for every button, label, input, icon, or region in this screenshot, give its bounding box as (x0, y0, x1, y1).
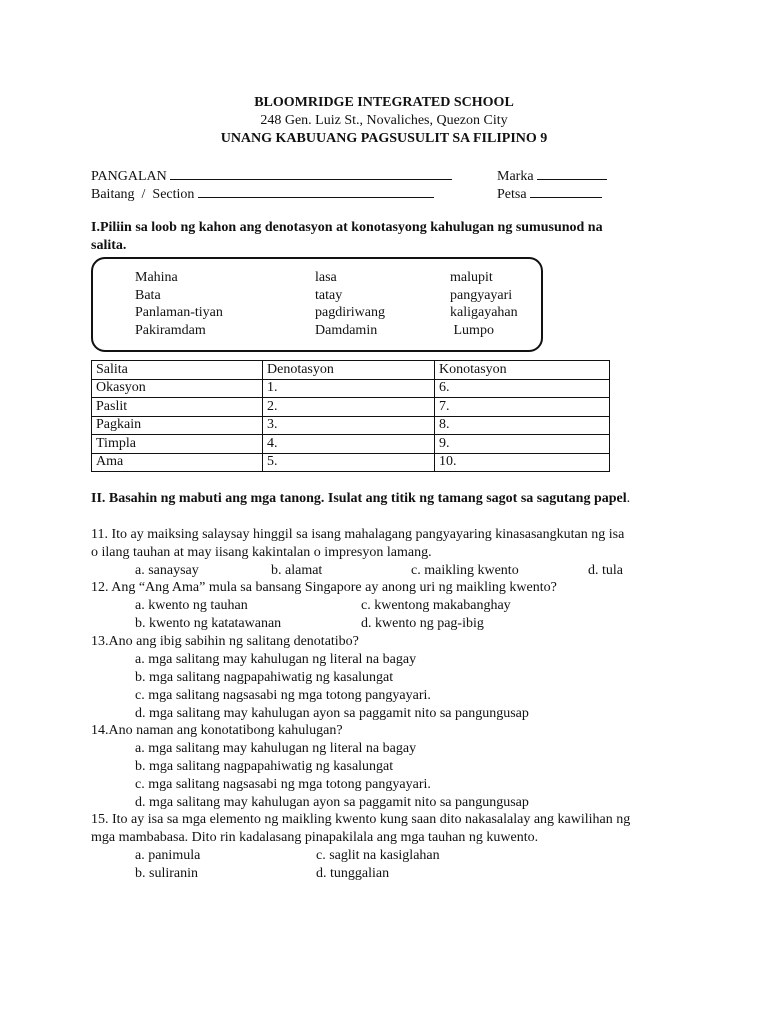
question-13: 13.Ano ang ibig sabihin ng salitang denotatibo? (91, 634, 359, 649)
word-box-item: lasa (315, 270, 337, 285)
school-address: 248 Gen. Luiz St., Novaliches, Quezon City (260, 113, 508, 128)
question-15-line2: mga mambabasa. Dito rin kadalasang pinapakilala ang mga tauhan ng kuwento. (91, 830, 539, 845)
q11-choice-c[interactable]: c. maikling kwento (411, 563, 519, 578)
word-box-item: Pakiramdam (135, 323, 206, 338)
table-row (92, 398, 610, 417)
q13-choice-c[interactable]: c. mga salitang nagsasabi ng mga totong pangyayari. (135, 688, 431, 703)
table-cell-word: Okasyon (92, 379, 263, 398)
column-header-denotasyon: Denotasyon (263, 361, 435, 380)
word-box-item: Damdamin (315, 323, 378, 338)
table-cell-denotation[interactable]: 4. (263, 435, 435, 454)
table-row (92, 379, 610, 398)
q14-choice-c[interactable]: c. mga salitang nagsasabi ng mga totong pangyayari. (135, 777, 431, 792)
q11-choice-a[interactable]: a. sanaysay (135, 563, 199, 578)
date-field (497, 184, 602, 203)
grade-blank[interactable] (198, 184, 434, 198)
word-box-item: kaligayahan (450, 305, 518, 320)
question-11-line1: 11. Ito ay maiksing salaysay hinggil sa isang mahalagang pangyayaring kinasasangkutan ng isa (91, 527, 625, 542)
table-header-row (92, 361, 610, 380)
table-cell-denotation[interactable]: 3. (263, 416, 435, 435)
q14-choice-a[interactable]: a. mga salitang may kahulugan ng literal na bagay (135, 741, 417, 756)
table-cell-connotation[interactable]: 7. (435, 398, 610, 417)
part2-instruction-period: . (626, 491, 631, 506)
part1-instruction-line2: salita. (91, 238, 127, 253)
column-header-salita: Salita (92, 361, 263, 380)
score-field (497, 166, 607, 185)
table-cell-connotation[interactable]: 10. (435, 453, 610, 472)
q11-choice-b[interactable]: b. alamat (271, 563, 323, 578)
q13-choice-a[interactable]: a. mga salitang may kahulugan ng literal na bagay (135, 652, 417, 667)
q12-choice-b[interactable]: b. kwento ng katatawanan (135, 616, 282, 631)
word-box-item: tatay (315, 288, 343, 303)
name-blank[interactable] (170, 166, 452, 180)
table-cell-connotation[interactable]: 8. (435, 416, 610, 435)
question-12: 12. Ang “Ang Ama” mula sa bansang Singapore ay anong uri ng maikling kwento? (91, 580, 557, 595)
name-label: PANGALAN (91, 169, 167, 184)
word-box-item: pangyayari (450, 288, 513, 303)
q12-choice-c[interactable]: c. kwentong makabanghay (361, 598, 511, 613)
q15-choice-b[interactable]: b. suliranin (135, 866, 198, 881)
q15-choice-d[interactable]: d. tunggalian (316, 866, 390, 881)
q12-choice-a[interactable]: a. kwento ng tauhan (135, 598, 248, 613)
q12-choice-d[interactable]: d. kwento ng pag-ibig (361, 616, 484, 631)
answer-table (91, 360, 610, 472)
table-row (92, 453, 610, 472)
word-box-item: Panlaman-tiyan (135, 305, 223, 320)
part1-instruction-line1: I.Piliin sa loob ng kahon ang denotasyon at konotasyong kahulugan ng sumusunod na (91, 220, 603, 235)
table-cell-word: Timpla (92, 435, 263, 454)
q13-choice-b[interactable]: b. mga salitang nagpapahiwatig ng kasalungat (135, 670, 394, 685)
part2-instruction-text: II. Basahin ng mabuti ang mga tanong. Isulat ang titik ng tamang sagot sa sagutang papel (91, 491, 627, 506)
table-cell-word: Ama (92, 453, 263, 472)
name-field (91, 166, 452, 185)
school-name: BLOOMRIDGE INTEGRATED SCHOOL (254, 95, 514, 110)
question-14: 14.Ano naman ang konotatibong kahulugan? (91, 723, 343, 738)
q15-choice-c[interactable]: c. saglit na kasiglahan (316, 848, 440, 863)
table-cell-denotation[interactable]: 2. (263, 398, 435, 417)
table-cell-denotation[interactable]: 5. (263, 453, 435, 472)
date-blank[interactable] (530, 184, 602, 198)
word-box-item: malupit (450, 270, 493, 285)
table-cell-denotation[interactable]: 1. (263, 379, 435, 398)
q11-choice-d[interactable]: d. tula (588, 563, 623, 578)
q15-choice-a[interactable]: a. panimula (135, 848, 201, 863)
table-cell-word: Paslit (92, 398, 263, 417)
q14-choice-b[interactable]: b. mga salitang nagpapahiwatig ng kasalungat (135, 759, 394, 774)
score-blank[interactable] (537, 166, 607, 180)
grade-field (91, 184, 434, 203)
q13-choice-d[interactable]: d. mga salitang may kahulugan ayon sa paggamit nito sa pangungusap (135, 706, 529, 721)
word-box-item: Lumpo (450, 323, 494, 338)
score-label: Marka (497, 169, 534, 184)
word-choice-box (91, 257, 543, 352)
q14-choice-d[interactable]: d. mga salitang may kahulugan ayon sa paggamit nito sa pangungusap (135, 795, 529, 810)
question-15-line1: 15. Ito ay isa sa mga elemento ng maikling kwento kung saan dito nakasalalay ang kawilihan ng (91, 812, 631, 827)
word-box-item: Bata (135, 288, 161, 303)
table-cell-connotation[interactable]: 6. (435, 379, 610, 398)
table-cell-word: Pagkain (92, 416, 263, 435)
word-box-item: pagdiriwang (315, 305, 385, 320)
table-row (92, 435, 610, 454)
grade-label: Baitang / Section (91, 187, 195, 202)
date-label: Petsa (497, 187, 527, 202)
column-header-konotasyon: Konotasyon (435, 361, 610, 380)
word-box-item: Mahina (135, 270, 178, 285)
part2-instruction (91, 491, 630, 507)
table-row (92, 416, 610, 435)
question-11-line2: o ilang tauhan at may iisang kakintalan o impresyon lamang. (91, 545, 432, 560)
exam-title: UNANG KABUUANG PAGSUSULIT SA FILIPINO 9 (220, 131, 548, 146)
table-cell-connotation[interactable]: 9. (435, 435, 610, 454)
